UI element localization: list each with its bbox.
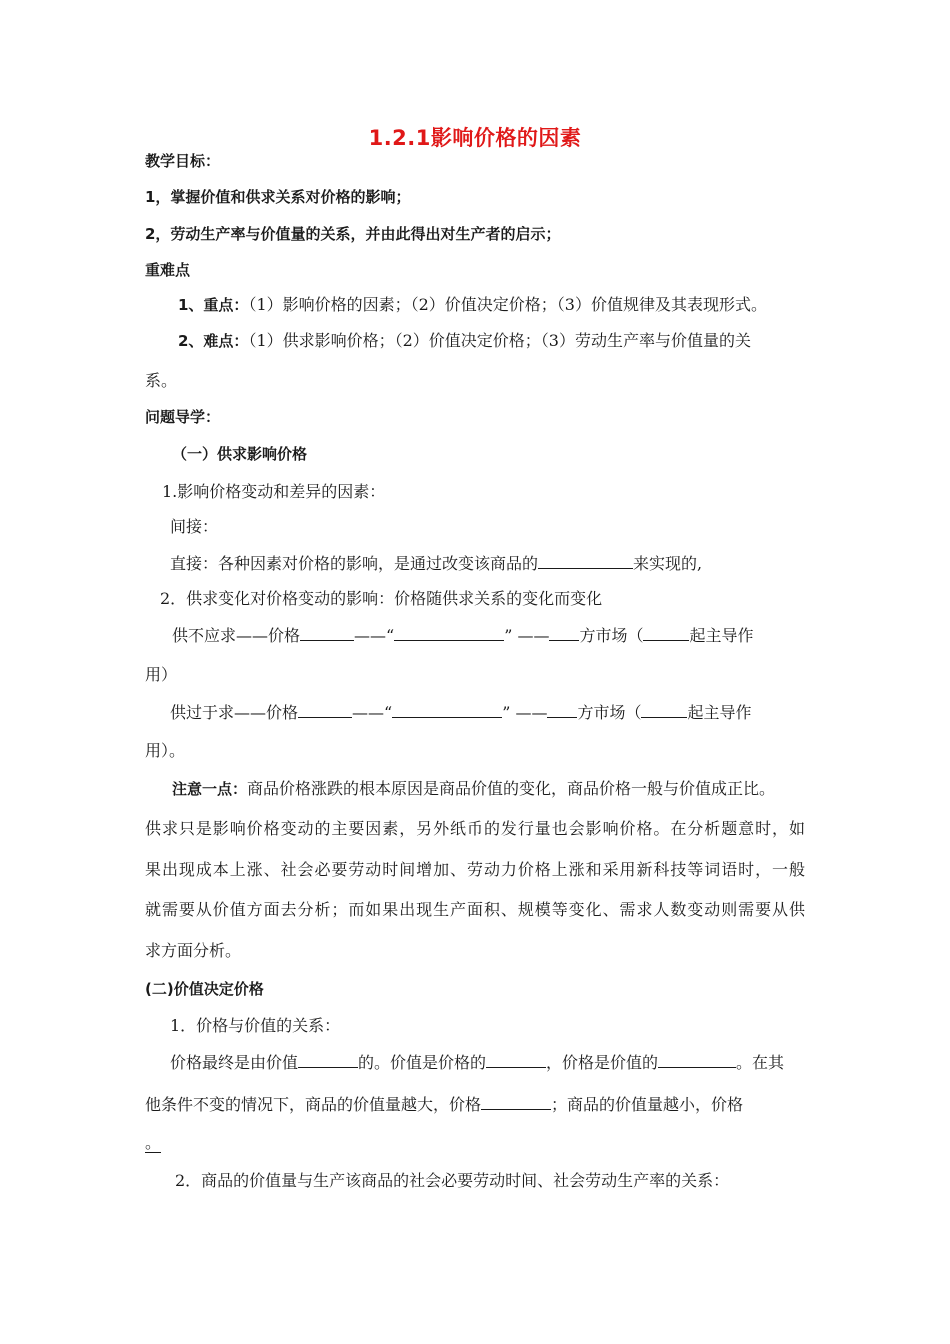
question-1-indirect: 间接： — [170, 517, 219, 536]
question-1: 1.影响价格变动和差异的因素： — [162, 482, 386, 501]
surplus-text-d: 方市场（ — [577, 703, 642, 722]
blank-line — [643, 623, 689, 641]
p1-text-g: 。 — [145, 1133, 162, 1152]
surplus-text-e: 起主导作 — [687, 703, 752, 722]
key-point-nandian — [178, 330, 751, 352]
point-2: 2．商品的价值量与生产该商品的社会必要劳动时间、社会劳动生产率的关系： — [175, 1171, 730, 1190]
p1-text-a: 价格最终是由价值 — [170, 1053, 299, 1072]
note-text-1: 商品价格涨跌的根本原因是商品价值的变化，商品价格一般与价值成正比。 — [247, 779, 776, 798]
objective-item-2: 2，劳动生产率与价值量的关系，并由此得出对生产者的启示； — [145, 225, 561, 243]
nandian-continuation: 系。 — [145, 371, 178, 390]
surplus-continuation: 用）。 — [145, 741, 186, 760]
section-2-title: (二)价值决定价格 — [145, 980, 264, 998]
note-line-3: 果出现成本上涨、社会必要劳动时间增加、劳动力价格上涨和采用新科技等词语时，一般 — [145, 860, 805, 879]
nandian-label: 2、难点： — [178, 332, 249, 350]
blank-line — [641, 700, 687, 718]
point-1-line-a — [170, 1050, 784, 1074]
note-line-2: 供求只是影响价格变动的主要因素，另外纸币的发行量也会影响价格。在分析题意时，如 — [145, 819, 805, 838]
blank-line — [298, 1050, 358, 1068]
note-line-1 — [172, 778, 775, 800]
p1-text-e: 他条件不变的情况下，商品的价值量越大，价格 — [145, 1095, 482, 1114]
blank-line — [394, 623, 504, 641]
key-points-heading: 重难点 — [145, 261, 191, 279]
question-2: 2．供求变化对价格变动的影响：价格随供求关系的变化而变化 — [160, 589, 603, 608]
p1-text-f: ；商品的价值量越小，价格 — [551, 1095, 744, 1114]
document-title: 1.2.1影响价格的因素 — [368, 126, 582, 150]
note-line-5: 求方面分析。 — [145, 941, 242, 960]
blank-line — [658, 1050, 736, 1068]
note-label: 注意一点： — [172, 780, 248, 798]
blank-line — [486, 1050, 546, 1068]
section-1-title: （一）供求影响价格 — [172, 445, 308, 463]
surplus-text-b: ——“ — [352, 703, 393, 722]
blank-line — [300, 623, 354, 641]
direct-text-b: 来实现的, — [633, 554, 703, 573]
zhongdian-text: （1）影响价格的因素；（2）价值决定价格；（3）价值规律及其表现形式。 — [248, 295, 767, 314]
shortage-text-b: ——“ — [354, 626, 395, 645]
zhongdian-label: 1、重点： — [178, 296, 249, 314]
guide-heading: 问题导学： — [145, 408, 221, 426]
point-1-line-b — [145, 1092, 743, 1116]
blank-line — [392, 700, 502, 718]
point-1-line-c — [145, 1132, 161, 1154]
p1-text-d: 。在其 — [736, 1053, 785, 1072]
point-1: 1．价格与价值的关系： — [170, 1016, 341, 1035]
shortage-line — [172, 623, 754, 647]
blank-line — [549, 623, 579, 641]
note-line-4: 就需要从价值方面去分析；而如果出现生产面积、规模等变化、需求人数变动则需要从供 — [145, 900, 805, 919]
question-1-direct — [170, 551, 702, 575]
shortage-text-a: 供不应求——价格 — [172, 626, 301, 645]
blank-line — [481, 1092, 551, 1110]
shortage-text-e: 起主导作 — [689, 626, 754, 645]
p1-text-b: 的。价值是价格的 — [358, 1053, 487, 1072]
surplus-text-c: ” —— — [502, 703, 548, 722]
shortage-continuation: 用） — [145, 665, 178, 684]
shortage-text-c: ” —— — [504, 626, 550, 645]
nandian-text: （1）供求影响价格；（2）价值决定价格；（3）劳动生产率与价值量的关 — [248, 331, 751, 350]
objectives-heading: 教学目标： — [145, 152, 221, 170]
direct-text-a: 直接：各种因素对价格的影响，是通过改变该商品的 — [170, 554, 539, 573]
p1-text-c: ，价格是价值的 — [546, 1053, 659, 1072]
blank-line — [547, 700, 577, 718]
blank-line — [298, 700, 352, 718]
key-point-zhongdian — [178, 294, 767, 316]
shortage-text-d: 方市场（ — [579, 626, 644, 645]
blank-line — [538, 551, 633, 569]
objective-item-1: 1，掌握价值和供求关系对价格的影响； — [145, 188, 411, 206]
surplus-line — [170, 700, 752, 724]
surplus-text-a: 供过于求——价格 — [170, 703, 299, 722]
